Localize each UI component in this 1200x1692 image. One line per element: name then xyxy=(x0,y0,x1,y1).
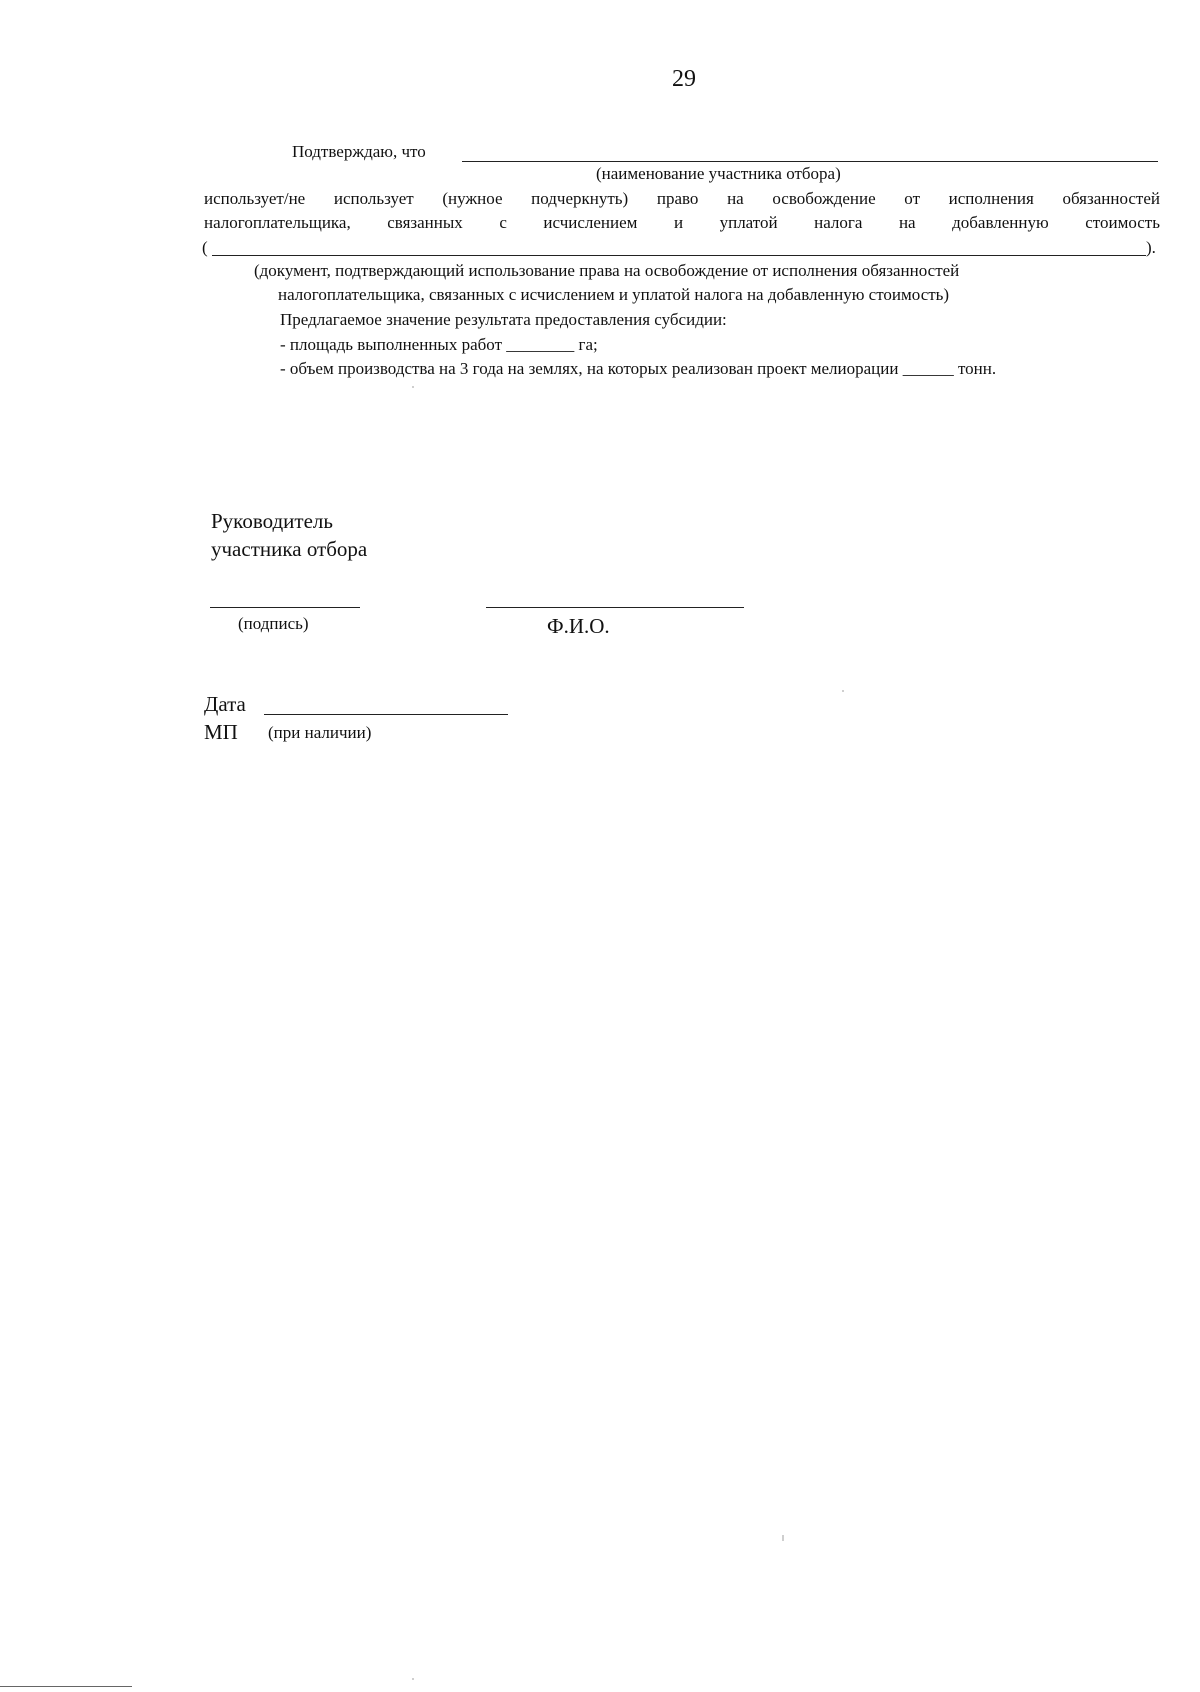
date-field[interactable] xyxy=(264,714,508,715)
usage-statement-line1: использует/не использует (нужное подчеркнуть) право на освобождение от исполнения обязанностей xyxy=(204,189,1160,208)
stamp-note: (при наличии) xyxy=(268,723,372,742)
scan-edge-mark xyxy=(0,1686,132,1687)
result-intro: Предлагаемое значение результата предоставления субсидии: xyxy=(280,310,727,329)
result-item-area: - площадь выполненных работ ________ га; xyxy=(280,335,598,354)
scan-speck xyxy=(412,1678,414,1680)
scan-speck xyxy=(782,1535,784,1541)
scan-speck xyxy=(842,690,844,692)
stamp-label: МП xyxy=(204,720,238,744)
result-item-volume: - объем производства на 3 года на землях, на которых реализован проект мелиорации ______ тонн. xyxy=(280,359,997,378)
page-number: 29 xyxy=(672,66,696,92)
scan-speck xyxy=(412,386,414,388)
document-caption-line1: (документ, подтверждающий использование права на освобождение от исполнения обязанностей xyxy=(254,261,960,280)
document-caption-line2: налогоплательщика, связанных с исчислением и уплатой налога на добавленную стоимость) xyxy=(278,285,950,304)
participant-name-field[interactable] xyxy=(462,161,1158,162)
signature-caption: (подпись) xyxy=(238,614,309,633)
signature-field[interactable] xyxy=(210,607,360,608)
document-field[interactable] xyxy=(212,255,1146,256)
signatory-title-line1: Руководитель xyxy=(211,509,333,533)
fio-caption: Ф.И.О. xyxy=(547,614,610,638)
participant-name-caption: (наименование участника отбора) xyxy=(596,164,841,183)
fio-field[interactable] xyxy=(486,607,744,608)
signatory-title-line2: участника отбора xyxy=(211,537,368,561)
open-paren: ( xyxy=(202,238,208,257)
date-label: Дата xyxy=(204,692,246,716)
confirm-lead: Подтверждаю, что xyxy=(292,142,426,161)
close-paren: ). xyxy=(1146,238,1156,257)
usage-statement-line2: налогоплательщика, связанных с исчислением и уплатой налога на добавленную стоимость xyxy=(204,213,1160,232)
